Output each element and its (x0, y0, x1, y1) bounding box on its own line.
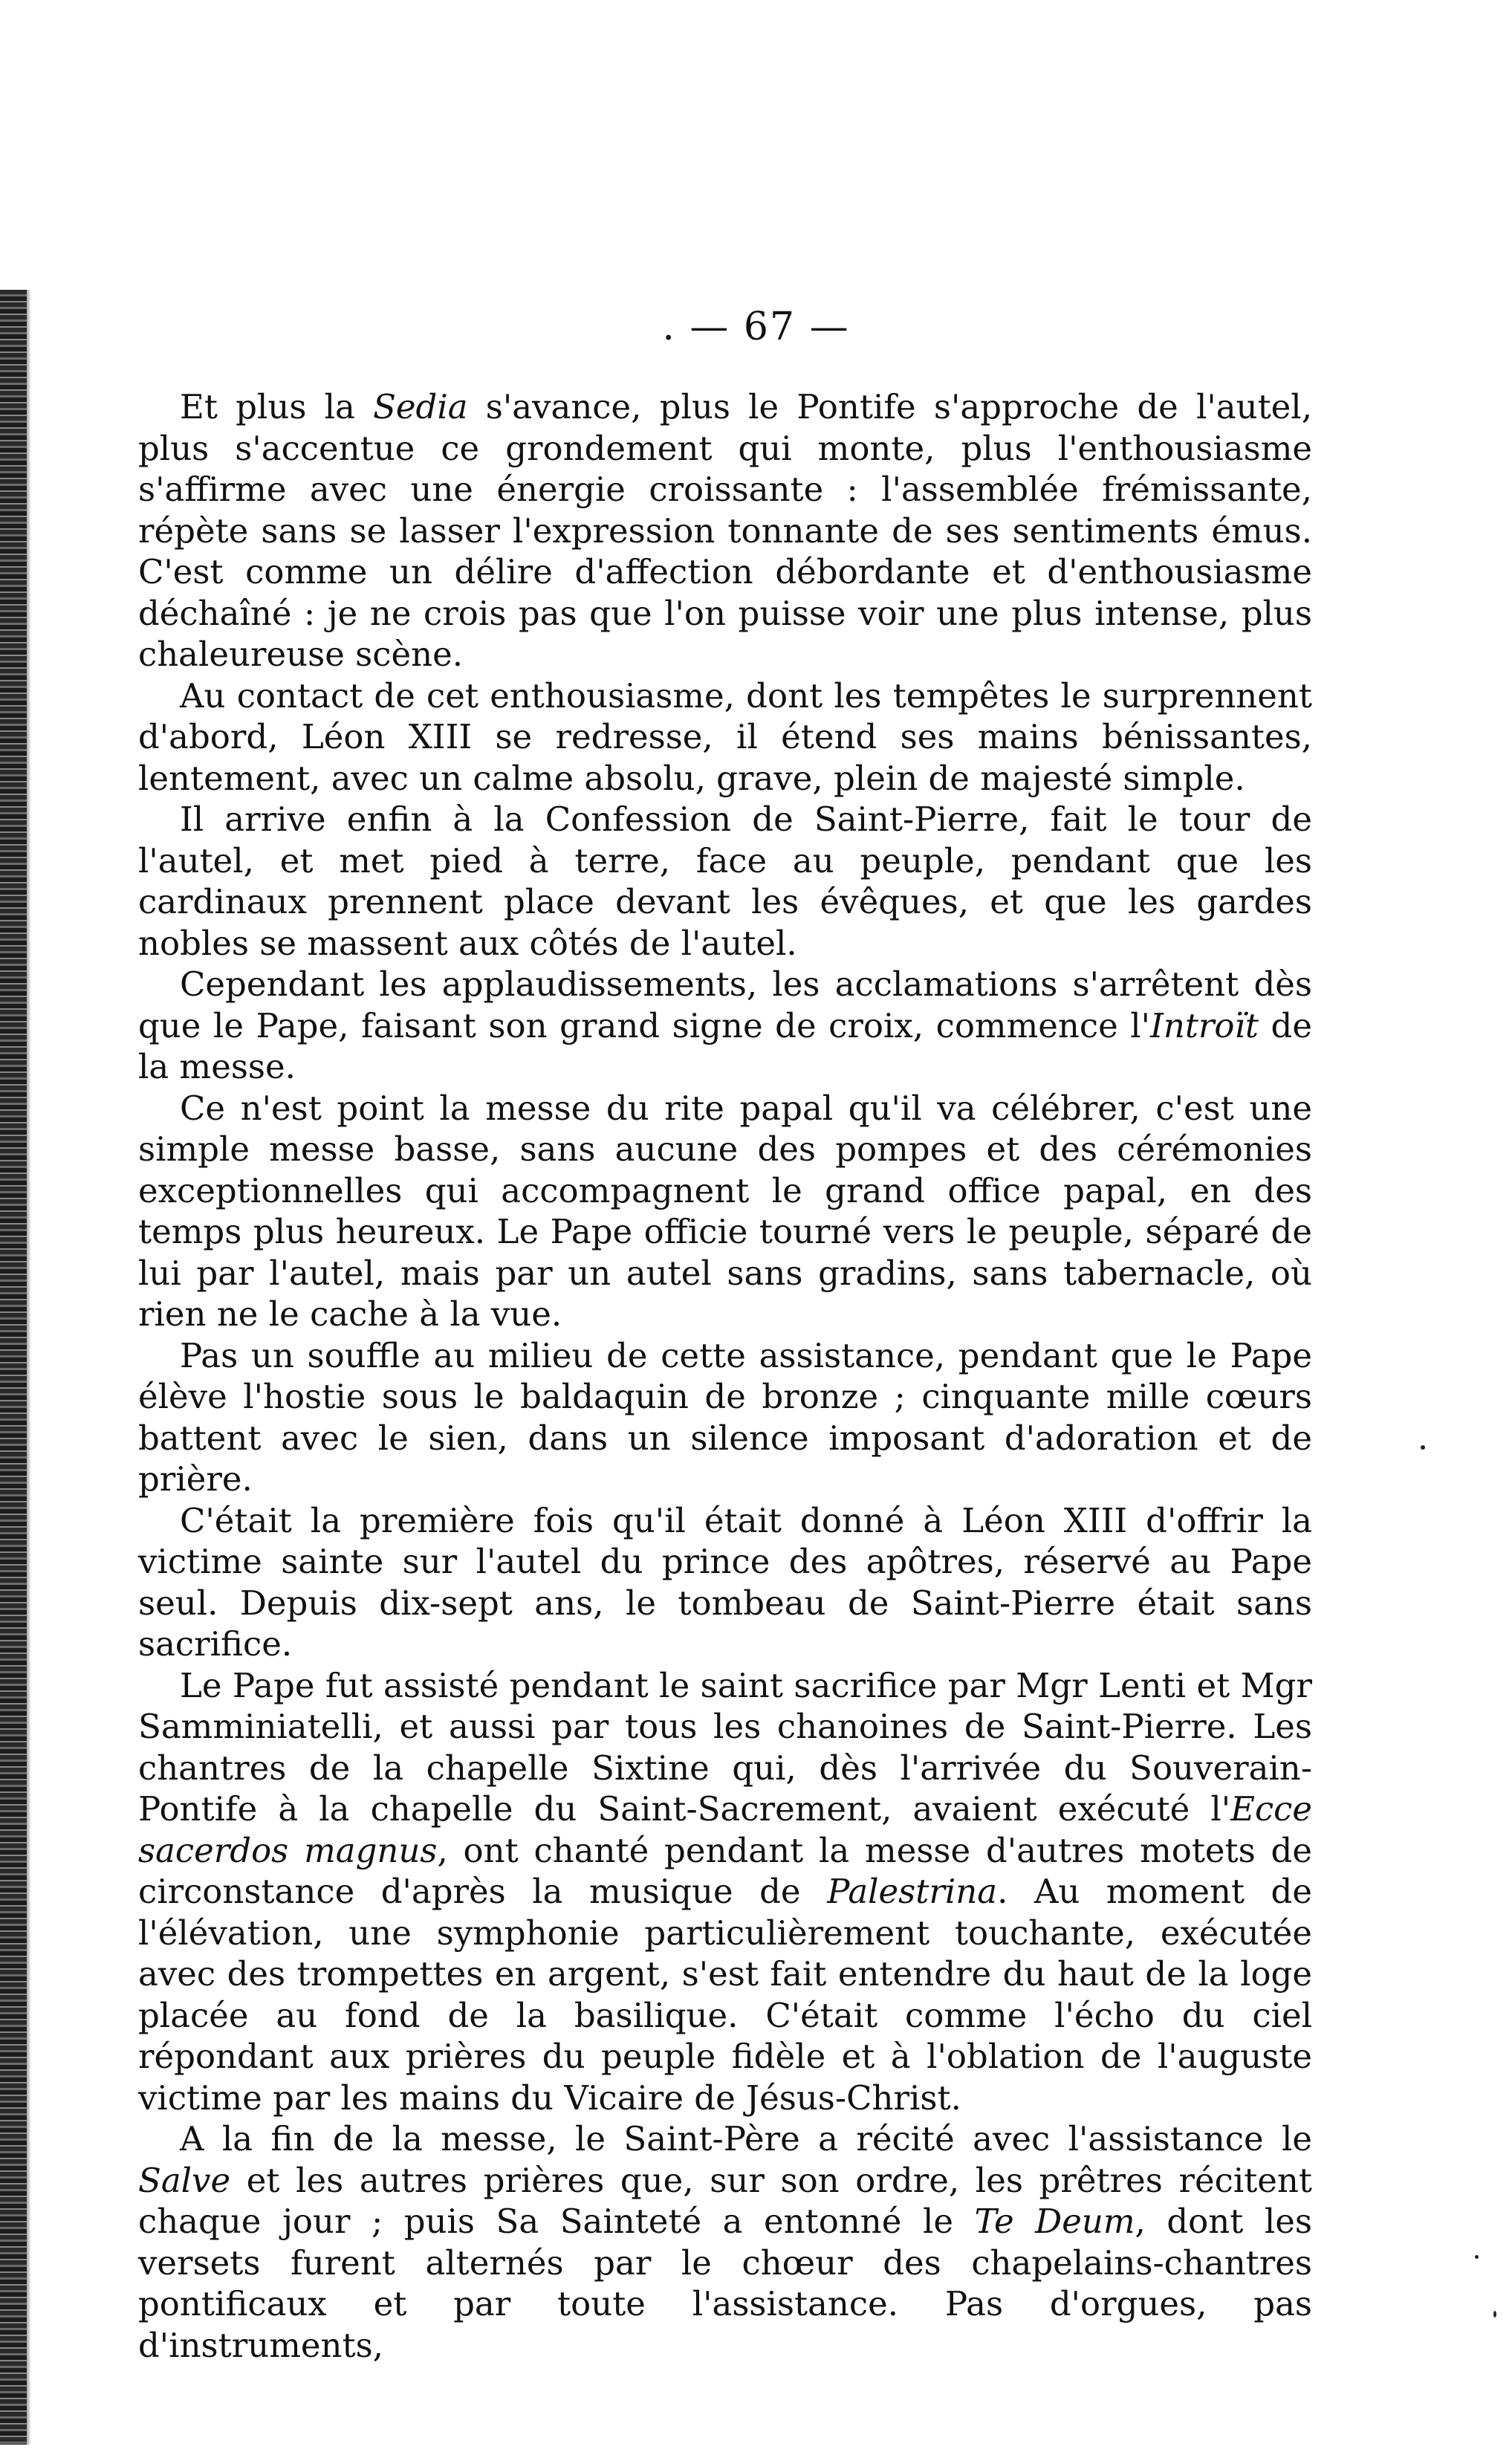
paragraph-1-italic: Sedia (373, 387, 468, 426)
paragraph-4-post: de la messe. (138, 1005, 1312, 1086)
paragraph-1 (138, 386, 1312, 675)
paragraph-5: Ce n'est point la messe du rite papal qu'il va célébrer, c'est une simple messe basse, sans aucune des pompes et des cérémonies exceptionnelles qui accompagnent le grand office papal, en des temps plus heureux. Le Pape officie tourné vers le peuple, séparé de lui par l'autel, mais par un autel sans gradins, sans tabernacle, où rien ne le cache à la vue. (138, 1088, 1312, 1334)
paragraph-8-mid: , ont chanté pendant la messe d'autres motets de circonstance d'après la musique de (138, 1830, 1312, 1911)
paragraph-3: Il arrive enfin à la Confession de Saint-Pierre, fait le tour de l'autel, et met pied à terre, face au peuple, pendant que les cardinaux prennent place devant les évêques, et que les gardes nobles se massent aux côtés de l'autel. (138, 800, 1312, 963)
paragraph-9 (138, 2118, 1312, 2366)
paragraph-8-post: . Au moment de l'élévation, une symphonie particulièrement touchante, exécutée avec des trompettes en argent, s'est fait entendre du haut de la loge placée au fond de la basilique. C'était comme l'écho du ciel répondant aux prières du peuple fidèle et à l'oblation de l'auguste victime par les mains du Vicaire de Jésus-Christ. (138, 1872, 1312, 2118)
page-binding-edge (0, 290, 27, 2445)
paragraph-8-italic-1: Ecce sacerdos magnus (138, 1789, 1312, 1870)
body-text (138, 386, 1312, 2366)
paragraph-6: Pas un souffle au milieu de cette assistance, pendant que le Pape élève l'hostie sous le baldaquin de bronze ; cinquante mille cœurs battent avec le sien, dans un silence imposant d'adoration et de prière. (138, 1335, 1312, 1499)
paragraph-4 (138, 964, 1312, 1088)
paragraph-9-post: , dont les versets furent alternés par le chœur des chapelains-chantres pontificaux et par toute l'assistance. Pas d'orgues, pas d'instruments, (138, 2202, 1312, 2365)
paragraph-8 (138, 1665, 1312, 2119)
paragraph-2: Au contact de cet enthousiasme, dont les tempêtes le surprennent d'abord, Léon XIII se redresse, il étend ses mains bénissantes, lentement, avec un calme absolu, grave, plein de majesté simple. (138, 675, 1312, 798)
ink-speck (1475, 2255, 1479, 2259)
page-number: . — 67 — (662, 305, 850, 349)
paragraph-9-mid: et les autres prières que, sur son ordre, les prêtres récitent chaque jour ; puis Sa Sainteté a entonné le (138, 2160, 1312, 2241)
ink-speck (1421, 1445, 1425, 1450)
paragraph-7: C'était la première fois qu'il était donné à Léon XIII d'offrir la victime sainte sur l'autel du prince des apôtres, réservé au Pape seul. Depuis dix-sept ans, le tombeau de Saint-Pierre était sans sacrifice. (138, 1500, 1312, 1664)
paragraph-9-italic-2: Te Deum (974, 2202, 1135, 2241)
ink-speck (1493, 2311, 1496, 2318)
paragraph-1-post: s'avance, plus le Pontife s'approche de l'autel, plus s'accentue ce grondement qui monte, plus l'enthousiasme s'affirme avec une énergie croissante : l'assemblée frémissante, répète sans se lasser l'expression tonnante de ses sentiments émus. C'est comme un délire d'affection débordante et d'enthousiasme déchaîné : je ne crois pas que l'on puisse voir une plus intense, plus chaleureuse scène. (138, 387, 1313, 674)
paragraph-1-pre: Et plus la (180, 387, 374, 426)
paragraph-8-pre: Le Pape fut assisté pendant le saint sacrifice par Mgr Lenti et Mgr Samminiatelli, et aussi par tous les chanoines de Saint-Pierre. Les chantres de la chapelle Sixtine qui, dès l'arrivée du Souverain-Pontife à la chapelle du Saint-Sacrement, avaient exécuté l' (138, 1665, 1312, 1829)
paragraph-9-pre: A la fin de la messe, le Saint-Père a récité avec l'assistance le (180, 2119, 1312, 2159)
paragraph-4-pre: Cependant les applaudissements, les acclamations s'arrêtent dès que le Pape, faisant son grand signe de croix, commence l' (138, 964, 1312, 1045)
paragraph-4-italic: Introït (1150, 1005, 1259, 1045)
paragraph-8-italic-2: Palestrina (827, 1872, 998, 1911)
paragraph-9-italic-1: Salve (138, 2160, 231, 2200)
